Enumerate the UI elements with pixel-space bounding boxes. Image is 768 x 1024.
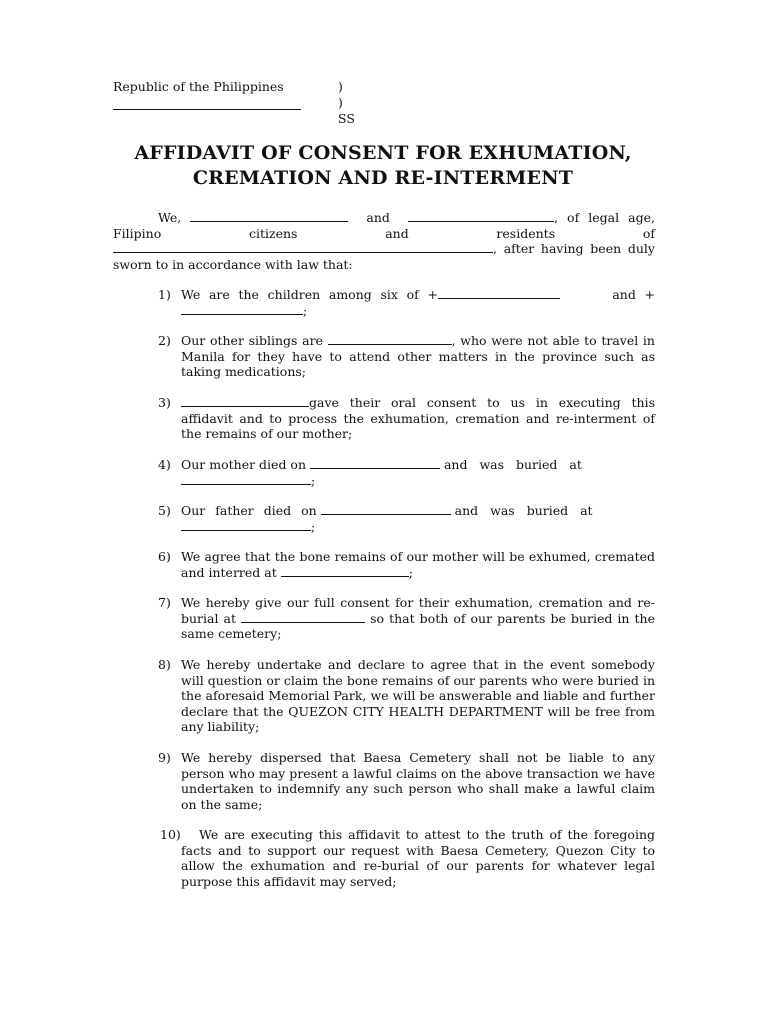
list-item: 4) Our mother died on and was buried at ; bbox=[158, 457, 582, 488]
venue-ss: ) SS bbox=[338, 95, 355, 126]
venue-block bbox=[113, 79, 355, 126]
title-line-1: AFFIDAVIT OF CONSENT FOR EXHUMATION, bbox=[134, 142, 632, 164]
intro-paragraph: We, and , of legal age, Filipino citizens and residents of , after having been duly sworn to in accordance with law that: bbox=[113, 210, 656, 272]
venue-paren: ) bbox=[338, 79, 343, 94]
list-item: 2) Our other siblings are , who were not able to travel in Manila for they have to attend other matters in the province such as taking medications; bbox=[158, 333, 655, 379]
document-title bbox=[100, 141, 666, 191]
list-item: 5) Our father died on and was buried at ; bbox=[158, 503, 593, 534]
list-item: 10) We are executing this affidavit to attest to the truth of the foregoing facts and to support our request with Baesa Cemetery, Quezon City to allow the exhumation and re-burial of our parents for whatever legal purpose this affidavit may served; bbox=[160, 827, 655, 889]
list-item: 9) We hereby dispersed that Baesa Cemetery shall not be liable to any person who may present a lawful claims on the above transaction we have undertaken to indemnify any such person who shall make a lawful claim on the same; bbox=[158, 750, 655, 812]
republic-label: Republic of the Philippines bbox=[113, 79, 284, 94]
residence-blank bbox=[113, 241, 493, 253]
title-line-2: CREMATION AND RE-INTERMENT bbox=[192, 167, 574, 189]
list-item: 7) We hereby give our full consent for their exhumation, cremation and re-burial at so that both of our parents be buried in the same cemetery; bbox=[158, 595, 655, 641]
name-blank-2 bbox=[408, 210, 554, 222]
name-blank-1 bbox=[190, 210, 348, 222]
list-item: 6) We agree that the bone remains of our mother will be exhumed, cremated and interred at ; bbox=[158, 549, 655, 580]
list-item: 8) We hereby undertake and declare to agree that in the event somebody will question or claim the bone remains of our parents who were buried in the aforesaid Memorial Park, we will be answerable and liable and further declare that the QUEZON CITY HEALTH DEPARTMENT will be free from any liability; bbox=[158, 657, 655, 734]
venue-blank-line bbox=[113, 98, 301, 110]
list-item: 3) gave their oral consent to us in executing this affidavit and to process the exhumation, cremation and re-interment of the remains of our mother; bbox=[158, 395, 655, 441]
list-item: 1) We are the children among six of + and +; bbox=[158, 287, 656, 318]
